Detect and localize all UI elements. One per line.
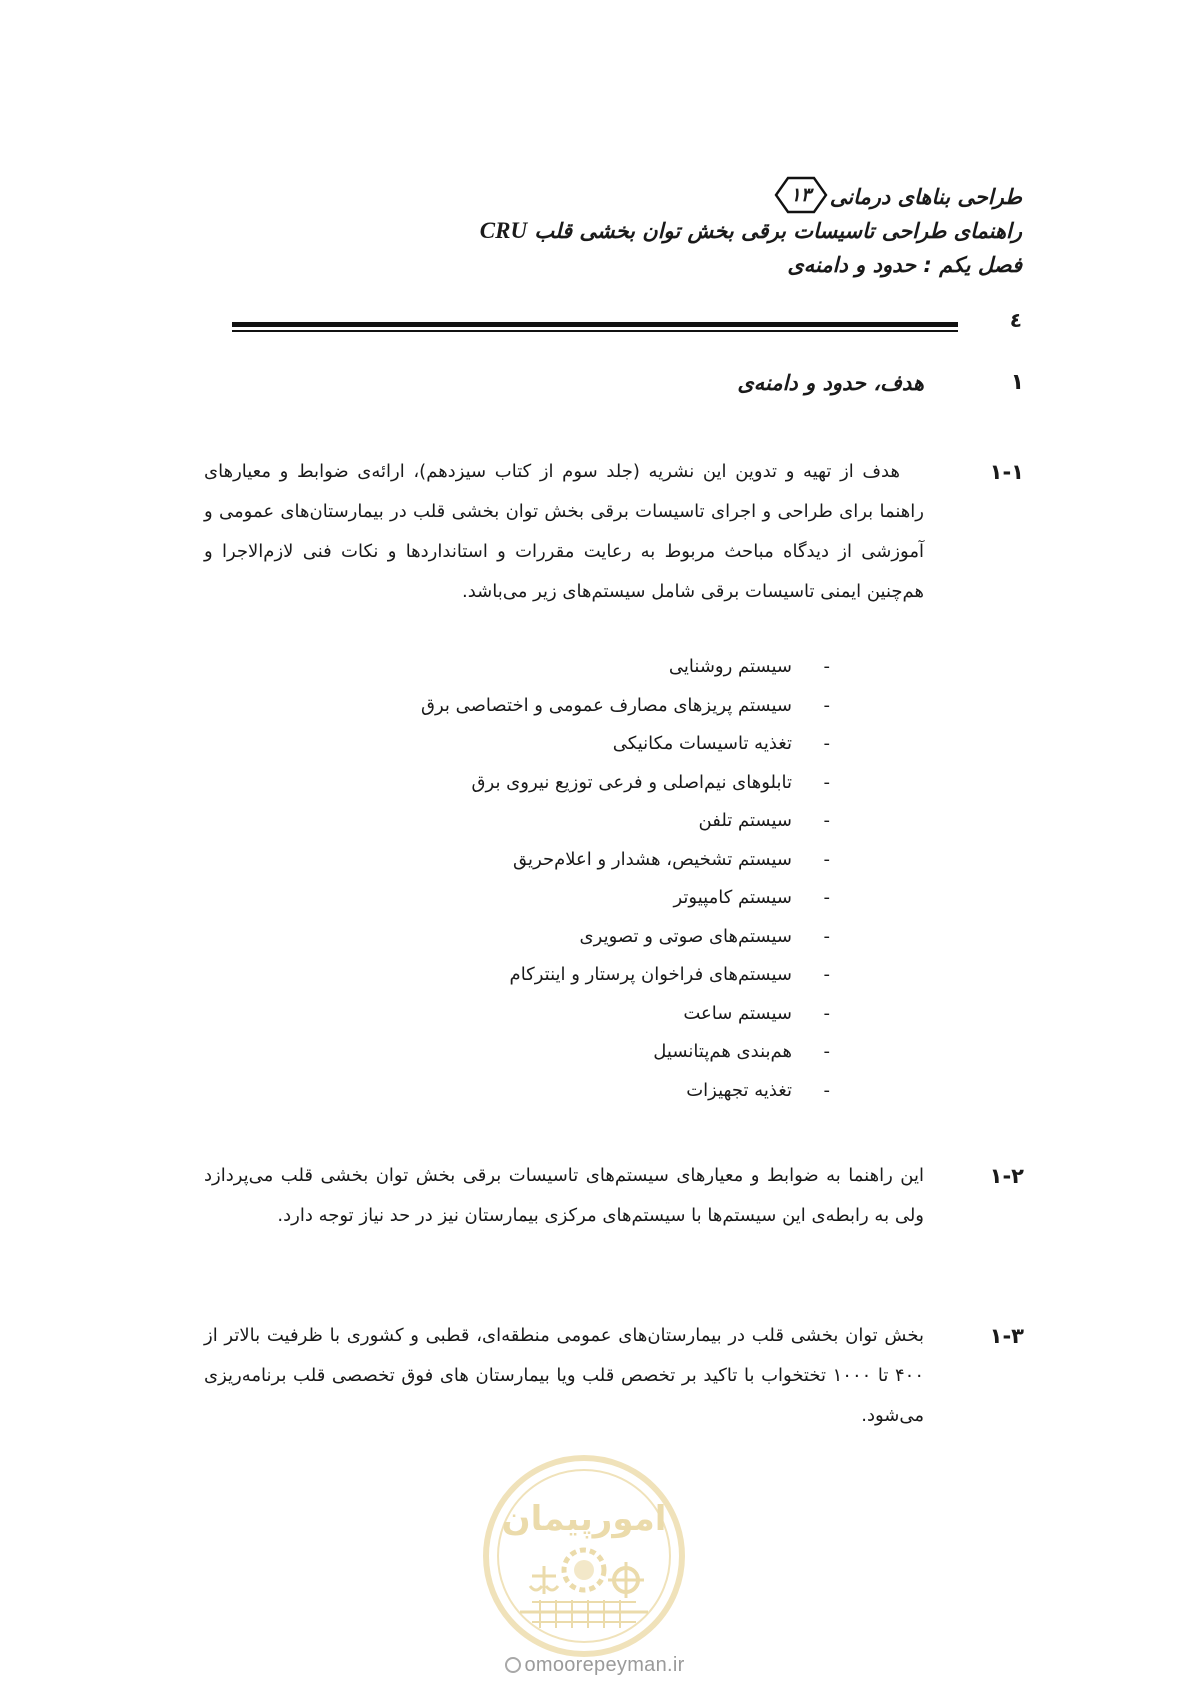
list-marker: -	[823, 694, 830, 716]
paragraph-number: ۱-۲	[989, 1164, 1024, 1188]
paragraph-1-3	[164, 1316, 1024, 1436]
section-title: هدف، حدود و دامنه‌ی	[737, 370, 924, 395]
list-item-text: سیستم کامپیوتر	[673, 887, 792, 908]
paragraph-1-2	[164, 1156, 1024, 1236]
at-sign-icon	[505, 1657, 521, 1673]
list-item-text: هم‌بندی هم‌پتانسیل	[653, 1041, 792, 1062]
series-number: ۱۳	[790, 184, 811, 206]
gear-icon	[564, 1550, 604, 1590]
list-item	[270, 918, 830, 957]
list-item-text: تغذیه تجهیزات	[686, 1079, 792, 1101]
cog-icon	[608, 1562, 644, 1598]
guide-code: CRU	[479, 218, 528, 243]
list-item-text: تابلوهای نیم‌اصلی و فرعی توزیع نیروی برق	[471, 771, 792, 793]
series-number-badge	[774, 176, 828, 214]
list-marker: -	[823, 810, 830, 831]
list-marker: -	[823, 887, 830, 908]
list-marker: -	[823, 848, 830, 870]
chapter-title: فصل یکم : حدود و دامنه‌ی	[787, 253, 1022, 277]
list-item-text: سیستم ساعت	[683, 1002, 792, 1024]
list-marker: -	[823, 771, 830, 793]
paragraph-text: هدف از تهیه و تدوین این نشریه (جلد سوم از کتاب سیزدهم)، ارائه‌ی ضوابط و معیارهای راهنما برای طراحی و اجرای تاسیسات برقی بخش توان بخشی قلب در بیمارستان‌های عمومی و آموزشی از دیدگاه مباحث مربوط به رعایت مقررات و استانداردها و نکات فنی لازم‌الاجرا و هم‌چنین ایمنی تاسیسات برقی شامل سیستم‌های زیر می‌باشد.	[204, 461, 924, 602]
list-item	[270, 1033, 830, 1072]
list-item-text: سیستم تشخیص، هشدار و اعلام‌حریق	[513, 848, 792, 870]
list-item-text: سیستم پریزهای مصارف عمومی و اختصاصی برق	[421, 694, 792, 716]
list-item-text: سیستم‌های صوتی و تصویری	[579, 925, 792, 947]
systems-list	[270, 648, 830, 1110]
paragraph-number: ۱-۳	[989, 1324, 1024, 1348]
list-marker: -	[823, 733, 830, 754]
list-item	[270, 841, 830, 880]
header-divider-thin	[232, 330, 958, 332]
guide-title-row	[202, 214, 1022, 248]
page-header	[202, 180, 1022, 282]
list-item-text: سیستم تلفن	[698, 810, 792, 831]
series-title-row	[202, 180, 1022, 214]
list-item	[270, 725, 830, 764]
list-item-text: سیستم روشنایی	[668, 656, 792, 677]
watermark-site	[0, 1654, 1190, 1677]
paragraph-1-1	[164, 452, 1024, 612]
list-item	[270, 995, 830, 1034]
list-item	[270, 802, 830, 841]
building-grid-icon	[520, 1600, 648, 1628]
paragraph-number: ۱-۱	[989, 460, 1024, 484]
series-title: طراحی بناهای درمانی	[829, 185, 1022, 209]
scales-icon	[530, 1566, 558, 1594]
list-item	[270, 1072, 830, 1111]
list-item	[270, 764, 830, 803]
watermark-logo-text: امورپیمان	[501, 1499, 667, 1539]
section-number: ۱	[1010, 370, 1024, 395]
header-divider-thick	[232, 322, 958, 327]
list-item-text: تغذیه تاسیسات مکانیکی	[612, 733, 792, 754]
list-marker: -	[823, 1002, 830, 1024]
list-marker: -	[823, 1079, 830, 1101]
list-marker: -	[823, 1041, 830, 1062]
list-item	[270, 879, 830, 918]
list-item	[270, 687, 830, 726]
watermark-logo	[480, 1452, 688, 1660]
list-item	[270, 956, 830, 995]
list-item-text: سیستم‌های فراخوان پرستار و اینترکام	[509, 964, 792, 985]
guide-title: راهنمای طراحی تاسیسات برقی بخش توان بخشی قلب	[534, 219, 1022, 243]
watermark-site-text: omoorepeyman.ir	[524, 1654, 685, 1676]
list-item	[270, 648, 830, 687]
paragraph-text: این راهنما به ضوابط و معیارهای سیستم‌های تاسیسات برقی بخش توان بخشی قلب می‌پردازد ولی به رابطه‌ی این سیستم‌ها با سیستم‌های مرکزی بیمارستان نیز در حد نیاز توجه دارد.	[204, 1165, 924, 1226]
list-marker: -	[823, 964, 830, 985]
list-marker: -	[823, 925, 830, 947]
section-heading	[164, 370, 1024, 395]
paragraph-text: بخش توان بخشی قلب در بیمارستان‌های عمومی منطقه‌ای، قطبی و کشوری با ظرفیت بالاتر از ۴۰۰ تا ۱۰۰۰ تختخواب با تاکید بر تخصص قلب ویا بیمارستان های فوق تخصصی قلب برنامه‌ریزی می‌شود.	[204, 1325, 925, 1426]
page-number: ٤	[1009, 308, 1022, 332]
list-marker: -	[823, 656, 830, 677]
